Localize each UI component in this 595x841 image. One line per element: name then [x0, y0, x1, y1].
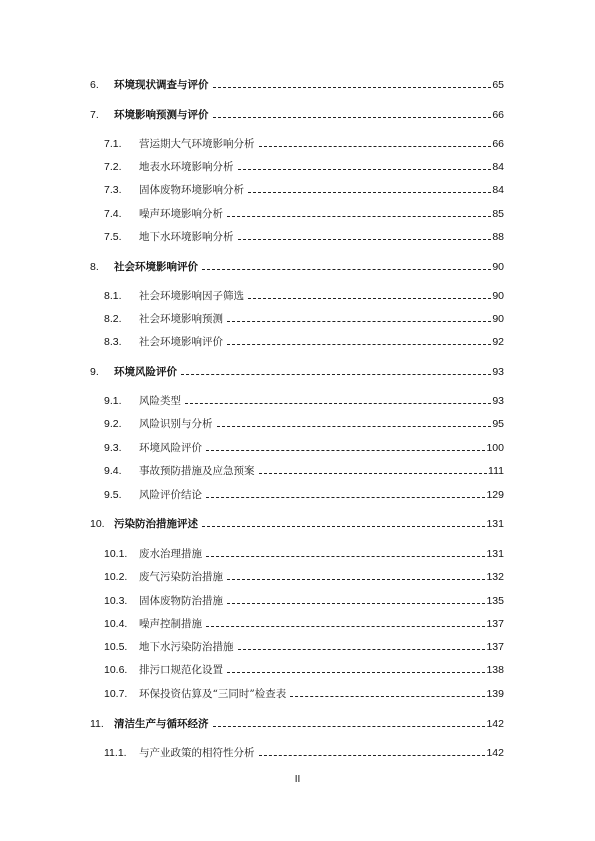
toc-leader-line	[202, 268, 491, 270]
toc-leader-line	[185, 402, 491, 404]
toc-section-entry[interactable]	[104, 441, 504, 455]
toc-entry-title: 排污口规范化设置	[139, 664, 223, 676]
toc-entry-title: 环境现状调查与评价	[114, 79, 209, 91]
toc-leader-line	[206, 625, 485, 627]
toc-entry-title: 污染防治措施评述	[114, 518, 198, 530]
toc-entry-number: 8.1.	[104, 290, 122, 302]
toc-section-entry[interactable]	[104, 160, 504, 174]
toc-entry-page: 88	[492, 231, 504, 243]
toc-leader-line	[213, 86, 492, 88]
toc-section-entry[interactable]	[104, 183, 504, 197]
toc-entry-page: 85	[492, 208, 504, 220]
toc-entry-page: 92	[492, 336, 504, 348]
toc-leader-line	[259, 145, 492, 147]
toc-entry-number: 10.3.	[104, 595, 128, 607]
toc-entry-number: 9.5.	[104, 489, 122, 501]
toc-entry-number: 7.3.	[104, 184, 122, 196]
toc-leader-line	[227, 343, 491, 345]
toc-entry-number: 10.4.	[104, 618, 128, 630]
toc-chapter-entry[interactable]	[90, 78, 504, 92]
toc-section-entry[interactable]	[104, 640, 504, 654]
page-number: II	[294, 774, 301, 785]
toc-section-entry[interactable]	[104, 687, 504, 701]
toc-entry-title: 环境风险评价	[139, 442, 202, 454]
toc-entry-title: 社会环境影响评价	[139, 336, 223, 348]
toc-leader-line	[259, 754, 486, 756]
toc-entry-title: 环境风险评价	[114, 366, 177, 378]
toc-leader-line	[213, 725, 486, 727]
toc-leader-line	[238, 648, 486, 650]
toc-entry-number: 8.	[90, 261, 99, 273]
toc-entry-page: 137	[486, 641, 504, 653]
toc-leader-line	[259, 472, 488, 474]
toc-section-entry[interactable]	[104, 594, 504, 608]
toc-entry-page: 93	[492, 395, 504, 407]
toc-section-entry[interactable]	[104, 289, 504, 303]
toc-entry-title: 风险识别与分析	[139, 418, 213, 430]
toc-entry-page: 131	[486, 548, 504, 560]
toc-entry-title: 风险评价结论	[139, 489, 202, 501]
toc-chapter-entry[interactable]	[90, 108, 504, 122]
toc-entry-page: 131	[486, 518, 504, 530]
toc-entry-number: 9.	[90, 366, 99, 378]
toc-entry-page: 90	[492, 261, 504, 273]
toc-entry-page: 100	[486, 442, 504, 454]
toc-entry-page: 132	[486, 571, 504, 583]
toc-leader-line	[238, 238, 492, 240]
toc-leader-line	[213, 116, 492, 118]
toc-entry-page: 95	[492, 418, 504, 430]
toc-leader-line	[227, 215, 491, 217]
toc-entry-title: 清洁生产与循环经济	[114, 718, 209, 730]
toc-entry-number: 6.	[90, 79, 99, 91]
toc-section-entry[interactable]	[104, 488, 504, 502]
toc-entry-number: 7.5.	[104, 231, 122, 243]
toc-entry-page: 84	[492, 161, 504, 173]
toc-section-entry[interactable]	[104, 335, 504, 349]
toc-leader-line	[206, 555, 485, 557]
toc-chapter-entry[interactable]	[90, 717, 504, 731]
toc-leader-line	[227, 671, 485, 673]
toc-section-entry[interactable]	[104, 547, 504, 561]
toc-entry-page: 84	[492, 184, 504, 196]
toc-chapter-entry[interactable]	[90, 517, 504, 531]
toc-entry-title: 废水治理措施	[139, 548, 202, 560]
toc-entry-number: 8.2.	[104, 313, 122, 325]
toc-entry-page: 66	[492, 109, 504, 121]
toc-entry-title: 噪声控制措施	[139, 618, 202, 630]
toc-leader-line	[202, 525, 485, 527]
toc-section-entry[interactable]	[104, 394, 504, 408]
toc-entry-title: 地下水污染防治措施	[139, 641, 234, 653]
toc-section-entry[interactable]	[104, 746, 504, 760]
toc-section-entry[interactable]	[104, 230, 504, 244]
toc-entry-number: 9.1.	[104, 395, 122, 407]
toc-entry-page: 138	[486, 664, 504, 676]
toc-leader-line	[227, 320, 491, 322]
toc-entry-title: 事故预防措施及应急预案	[139, 465, 255, 477]
toc-entry-title: 环境影响预测与评价	[114, 109, 209, 121]
toc-section-entry[interactable]	[104, 207, 504, 221]
toc-entry-title: 营运期大气环境影响分析	[139, 138, 255, 150]
toc-section-entry[interactable]	[104, 417, 504, 431]
toc-entry-page: 90	[492, 290, 504, 302]
toc-entry-title: 社会环境影响因子筛选	[139, 290, 244, 302]
toc-section-entry[interactable]	[104, 312, 504, 326]
toc-leader-line	[227, 578, 485, 580]
toc-section-entry[interactable]	[104, 464, 504, 478]
toc-entry-number: 7.1.	[104, 138, 122, 150]
toc-entry-number: 7.4.	[104, 208, 122, 220]
toc-entry-title: 噪声环境影响分析	[139, 208, 223, 220]
toc-chapter-entry[interactable]	[90, 260, 504, 274]
toc-section-entry[interactable]	[104, 570, 504, 584]
toc-entry-page: 142	[486, 747, 504, 759]
toc-entry-title: 环保投资估算及“三同时”检查表	[139, 688, 287, 700]
toc-entry-number: 7.	[90, 109, 99, 121]
toc-entry-title: 社会环境影响预测	[139, 313, 223, 325]
toc-entry-page: 111	[488, 465, 504, 477]
toc-section-entry[interactable]	[104, 663, 504, 677]
toc-entry-number: 9.3.	[104, 442, 122, 454]
toc-leader-line	[248, 191, 491, 193]
toc-entry-number: 10.2.	[104, 571, 128, 583]
toc-leader-line	[227, 602, 485, 604]
toc-leader-line	[206, 449, 485, 451]
toc-entry-page: 135	[486, 595, 504, 607]
toc-entry-page: 66	[492, 138, 504, 150]
toc-entry-number: 8.3.	[104, 336, 122, 348]
toc-entry-number: 7.2.	[104, 161, 122, 173]
toc-leader-line	[206, 496, 485, 498]
toc-entry-number: 9.4.	[104, 465, 122, 477]
toc-entry-number: 10.5.	[104, 641, 128, 653]
toc-leader-line	[181, 373, 491, 375]
toc-entry-number: 10.1.	[104, 548, 128, 560]
toc-entry-title: 风险类型	[139, 395, 181, 407]
toc-entry-page: 129	[486, 489, 504, 501]
toc-entry-number: 11.1.	[104, 747, 127, 759]
toc-chapter-entry[interactable]	[90, 365, 504, 379]
toc-section-entry[interactable]	[104, 617, 504, 631]
toc-section-entry[interactable]	[104, 137, 504, 151]
toc-leader-line	[238, 168, 492, 170]
toc-entry-title: 地表水环境影响分析	[139, 161, 234, 173]
toc-entry-page: 65	[492, 79, 504, 91]
toc-entry-title: 废气污染防治措施	[139, 571, 223, 583]
toc-entry-page: 137	[486, 618, 504, 630]
toc-leader-line	[217, 425, 492, 427]
toc-entry-number: 10.6.	[104, 664, 128, 676]
toc-leader-line	[248, 297, 491, 299]
toc-entry-page: 90	[492, 313, 504, 325]
toc-entry-number: 10.7.	[104, 688, 128, 700]
toc-entry-page: 139	[486, 688, 504, 700]
toc-entry-title: 社会环境影响评价	[114, 261, 198, 273]
toc-entry-number: 10.	[90, 518, 105, 530]
toc-entry-page: 93	[492, 366, 504, 378]
toc-entry-number: 9.2.	[104, 418, 122, 430]
toc-leader-line	[290, 695, 485, 697]
toc-entry-title: 固体废物防治措施	[139, 595, 223, 607]
toc-entry-title: 与产业政策的相符性分析	[139, 747, 255, 759]
toc-entry-page: 142	[486, 718, 504, 730]
toc-entry-title: 固体废物环境影响分析	[139, 184, 244, 196]
toc-entry-number: 11.	[90, 718, 104, 730]
toc-entry-title: 地下水环境影响分析	[139, 231, 234, 243]
